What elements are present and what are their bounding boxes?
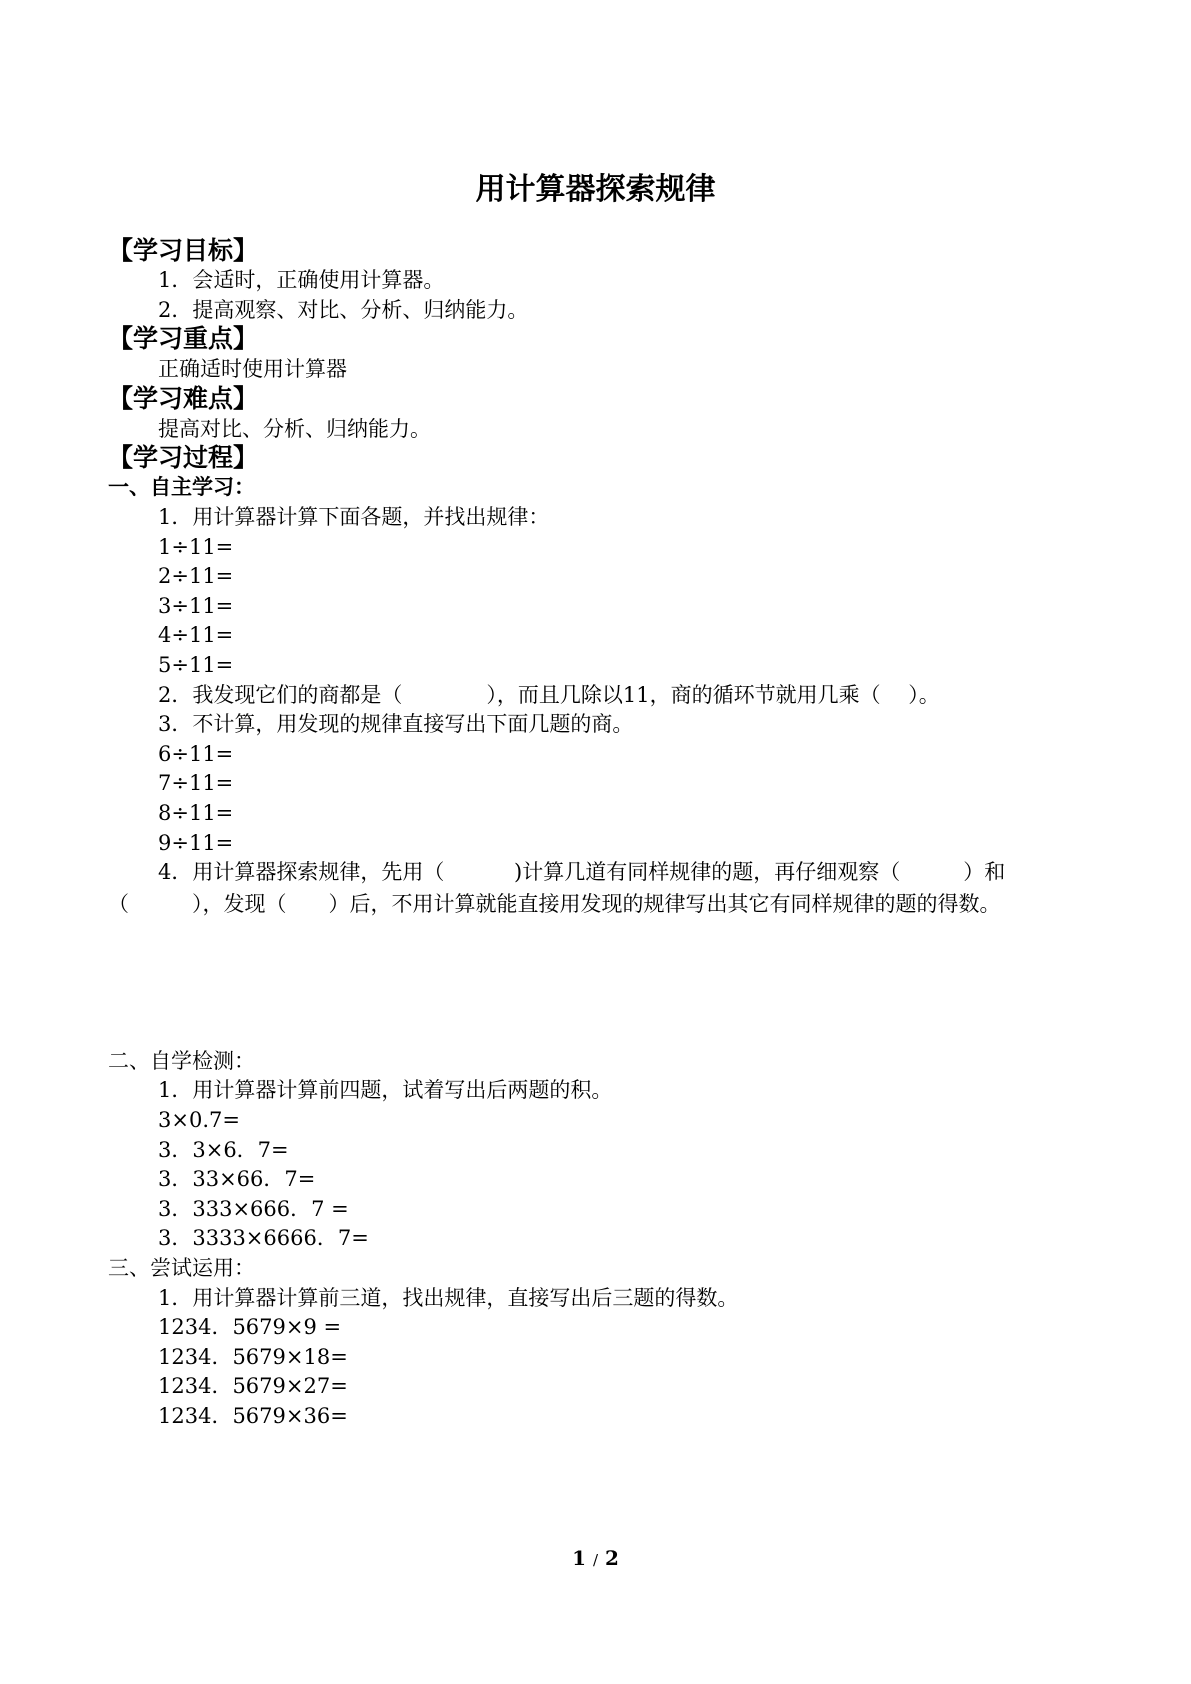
expression: 1÷11= [158,535,234,559]
expression: 6÷11= [158,742,234,766]
expression: 3÷11= [158,594,234,618]
total-pages: 2 [605,1546,619,1570]
expression: 1234．5679×36= [158,1404,348,1428]
expression: 1234．5679×27= [158,1374,348,1398]
section3-question-1: 1．用计算器计算前三道，找出规律，直接写出后三题的得数。 [158,1286,739,1310]
expression: 1234．5679×9 = [158,1315,342,1339]
expression: 3．333×666．7 = [158,1197,349,1221]
process-heading: 【学习过程】 [108,443,259,472]
section1-question-4: 4．用计算器探索规律，先用（ )计算几道有同样规律的题，再仔细观察（ ）和（ ），发现（ ）后，不用计算就能直接用发现的规律写出其它有同样规律的题的得数。 [108,860,1006,916]
goals-heading: 【学习目标】 [108,236,259,265]
expression: 4÷11= [158,623,234,647]
section1-question-2: 2．我发现它们的商都是（ ），而且几除以11，商的循环节就用几乘（ ）。 [158,683,940,707]
current-page: 1 [572,1546,586,1570]
focus-text: 正确适时使用计算器 [158,357,347,381]
page-separator: / [592,1551,599,1569]
expression: 5÷11= [158,653,234,677]
page-number [0,1544,1191,1574]
expression: 7÷11= [158,771,234,795]
section2-question-1: 1．用计算器计算前四题，试着写出后两题的积。 [158,1078,613,1102]
goal-item-1: 1．会适时，正确使用计算器。 [158,268,445,292]
page-title: 用计算器探索规律 [475,172,716,207]
focus-heading: 【学习重点】 [108,324,259,353]
expression: 3．33×66．7= [158,1167,316,1191]
section3-heading: 三、尝试运用： [108,1256,255,1280]
expression: 8÷11= [158,801,234,825]
goal-item-2: 2．提高观察、对比、分析、归纳能力。 [158,298,529,322]
expression: 3．3333×6666．7= [158,1226,369,1250]
difficulty-heading: 【学习难点】 [108,384,259,413]
section2-heading: 二、自学检测： [108,1049,255,1073]
expression: 9÷11= [158,831,234,855]
difficulty-text: 提高对比、分析、归纳能力。 [158,417,431,441]
expression: 2÷11= [158,564,234,588]
expression: 1234．5679×18= [158,1345,348,1369]
section1-question-3: 3．不计算，用发现的规律直接写出下面几题的商。 [158,712,634,736]
expression: 3．3×6．7= [158,1138,289,1162]
expression: 3×0.7= [158,1108,240,1132]
section1-question-1: 1．用计算器计算下面各题，并找出规律： [158,505,550,529]
section1-heading: 一、自主学习： [108,474,255,499]
